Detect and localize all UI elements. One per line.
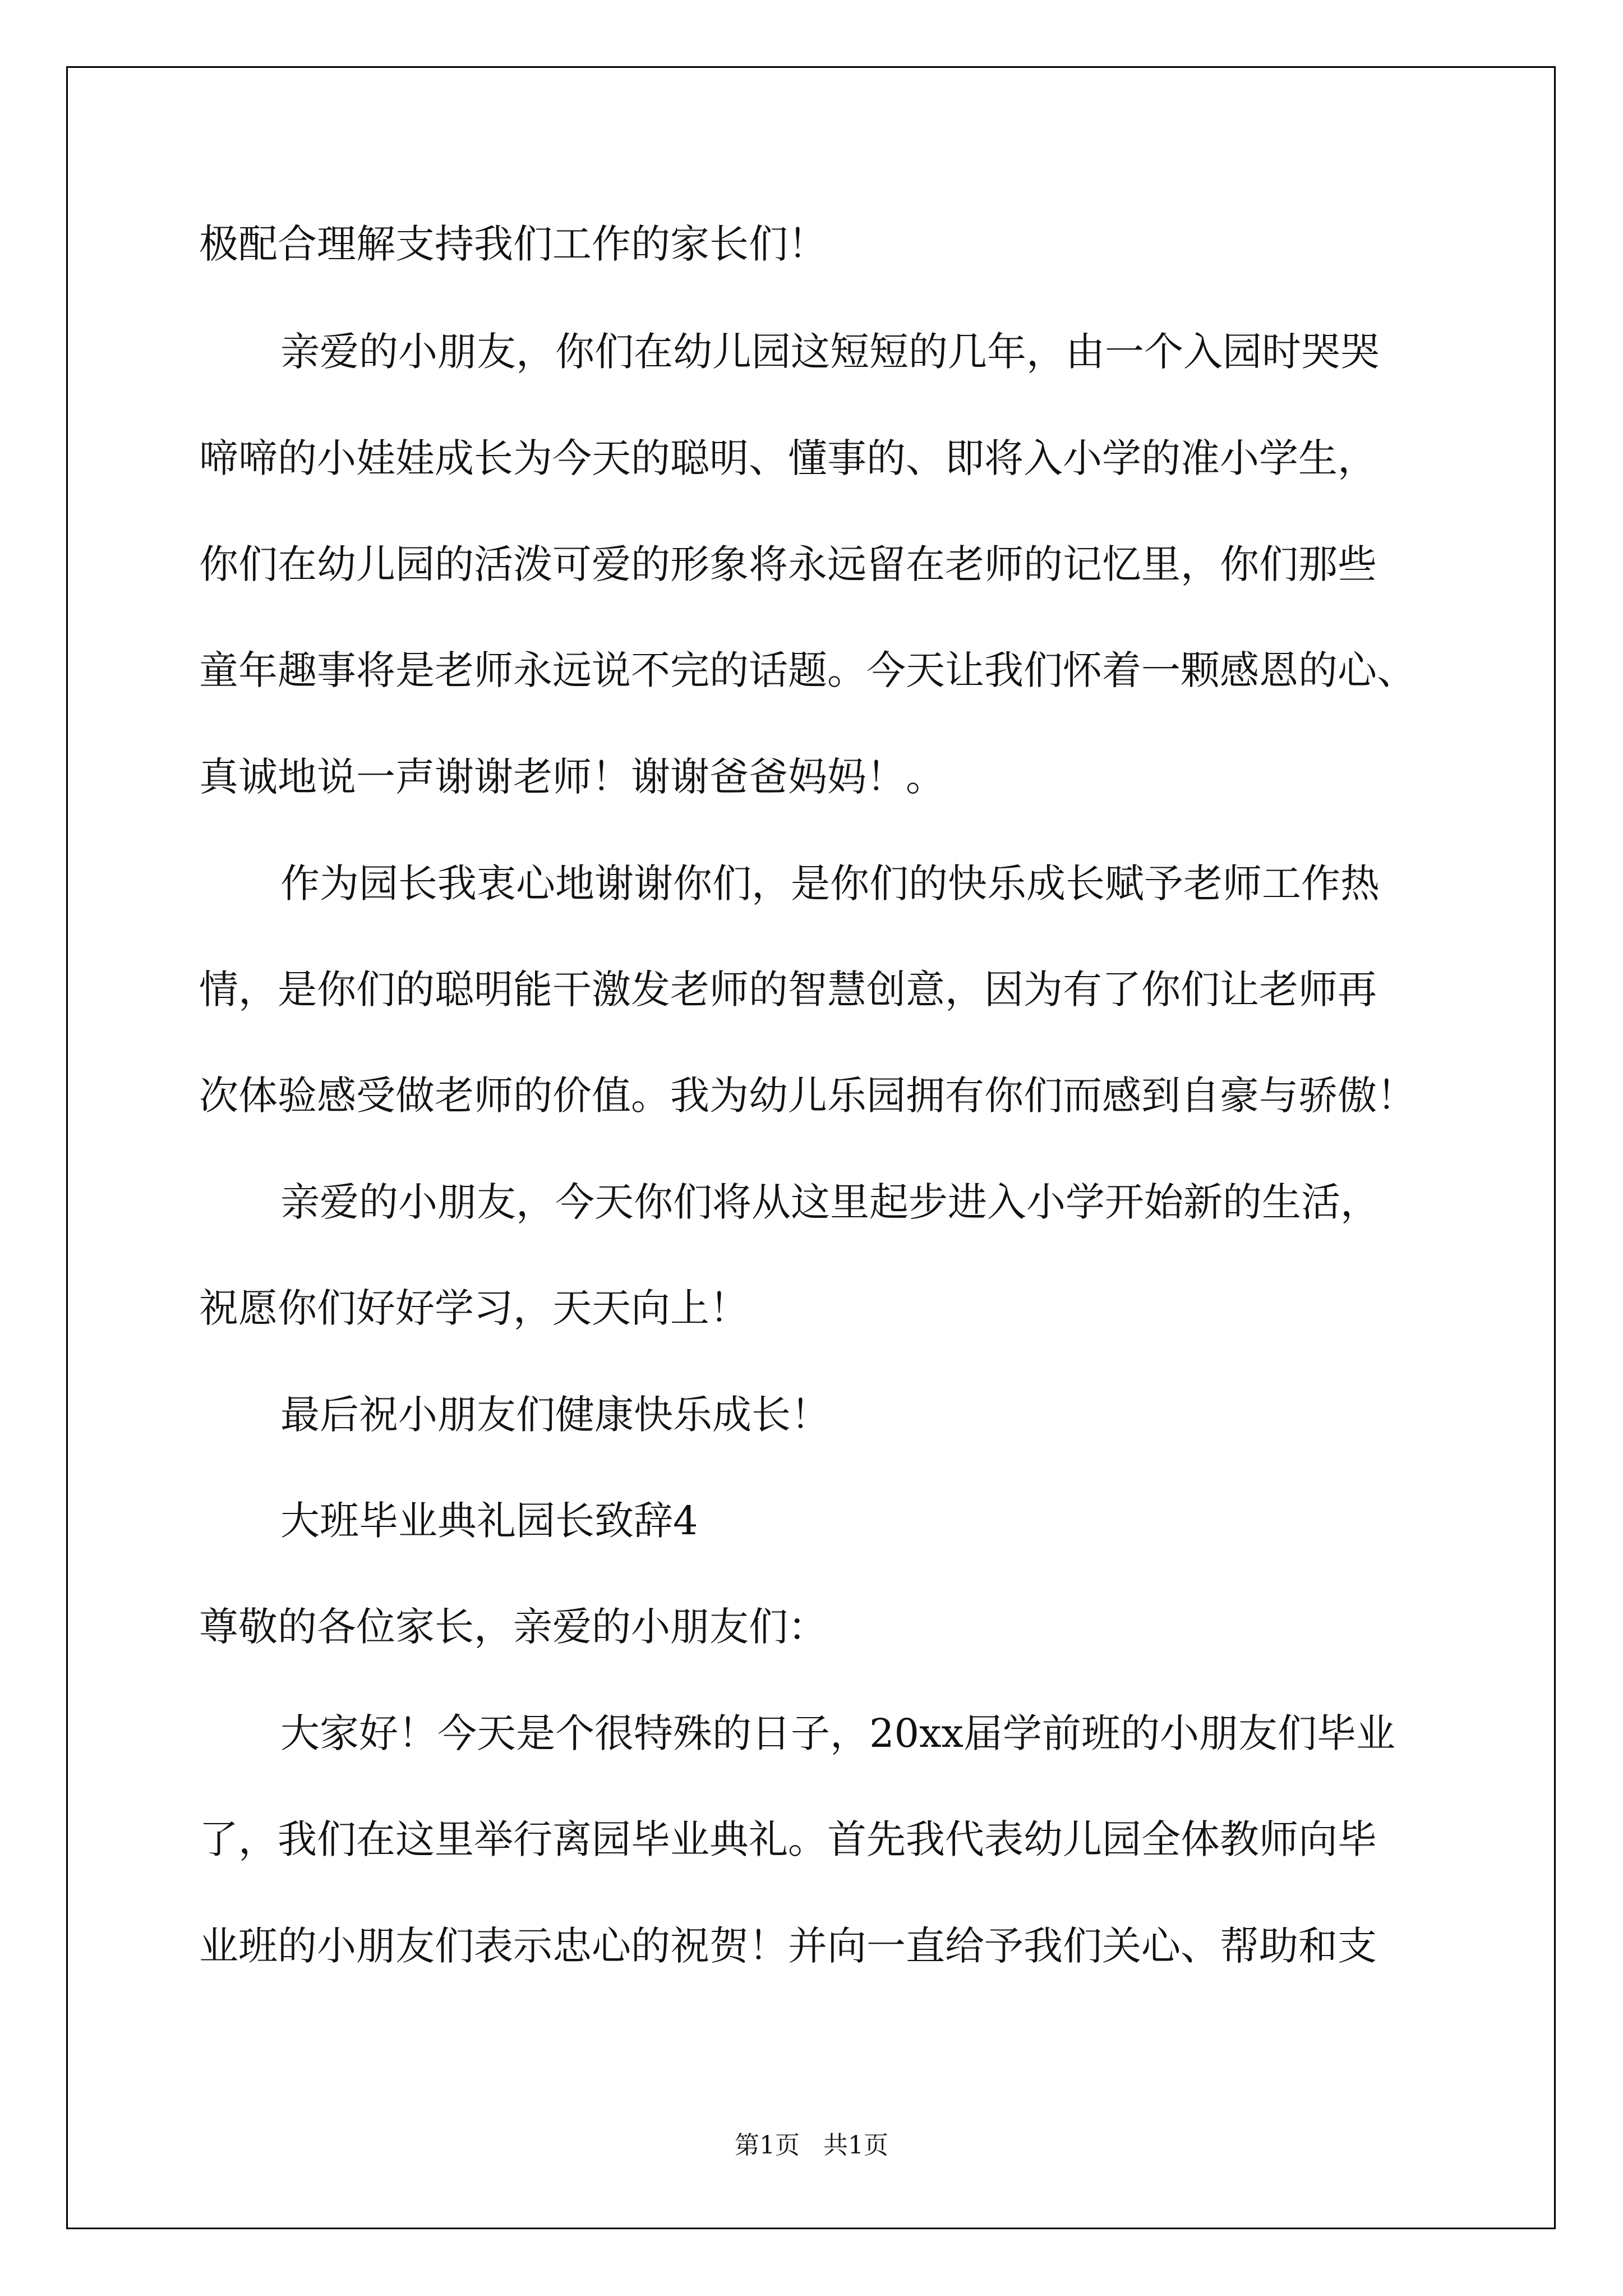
text-line: 极配合理解支持我们工作的家长们！	[199, 221, 827, 267]
text-line: 情，是你们的聪明能干激发老师的智慧创意，因为有了你们让老师再	[199, 967, 1377, 1013]
text-line: 作为园长我衷心地谢谢你们，是你们的快乐成长赋予老师工作热	[280, 861, 1380, 907]
text-line: 童年趣事将是老师永远说不完的话题。今天让我们怀着一颗感恩的心、	[199, 647, 1416, 693]
text-line: 你们在幼儿园的活泼可爱的形象将永远留在老师的记忆里，你们那些	[199, 541, 1377, 587]
text-line: 业班的小朋友们表示忠心的祝贺！并向一直给予我们关心、帮助和支	[199, 1923, 1377, 1969]
text-line: 最后祝小朋友们健康快乐成长！	[280, 1392, 830, 1438]
text-line: 了，我们在这里举行离园毕业典礼。首先我代表幼儿园全体教师向毕	[199, 1816, 1377, 1862]
text-line: 真诚地说一声谢谢老师！谢谢爸爸妈妈！。	[199, 754, 945, 800]
text-line: 大家好！今天是个很特殊的日子，20xx届学前班的小朋友们毕业	[280, 1710, 1396, 1756]
salutation: 尊敬的各位家长，亲爱的小朋友们：	[199, 1604, 827, 1650]
text-line: 亲爱的小朋友，今天你们将从这里起步进入小学开始新的生活，	[280, 1179, 1380, 1225]
page-footer: 第1页 共1页	[735, 2131, 888, 2160]
text-line: 次体验感受做老师的价值。我为幼儿乐园拥有你们而感到自豪与骄傲！	[199, 1073, 1416, 1119]
page-border	[66, 66, 1556, 2229]
text-line: 亲爱的小朋友，你们在幼儿园这短短的几年，由一个入园时哭哭	[280, 329, 1380, 375]
text-line: 祝愿你们好好学习，天天向上！	[199, 1285, 749, 1331]
text-line: 啼啼的小娃娃成长为今天的聪明、懂事的、即将入小学的准小学生，	[199, 435, 1377, 481]
section-heading: 大班毕业典礼园长致辞4	[280, 1498, 698, 1544]
